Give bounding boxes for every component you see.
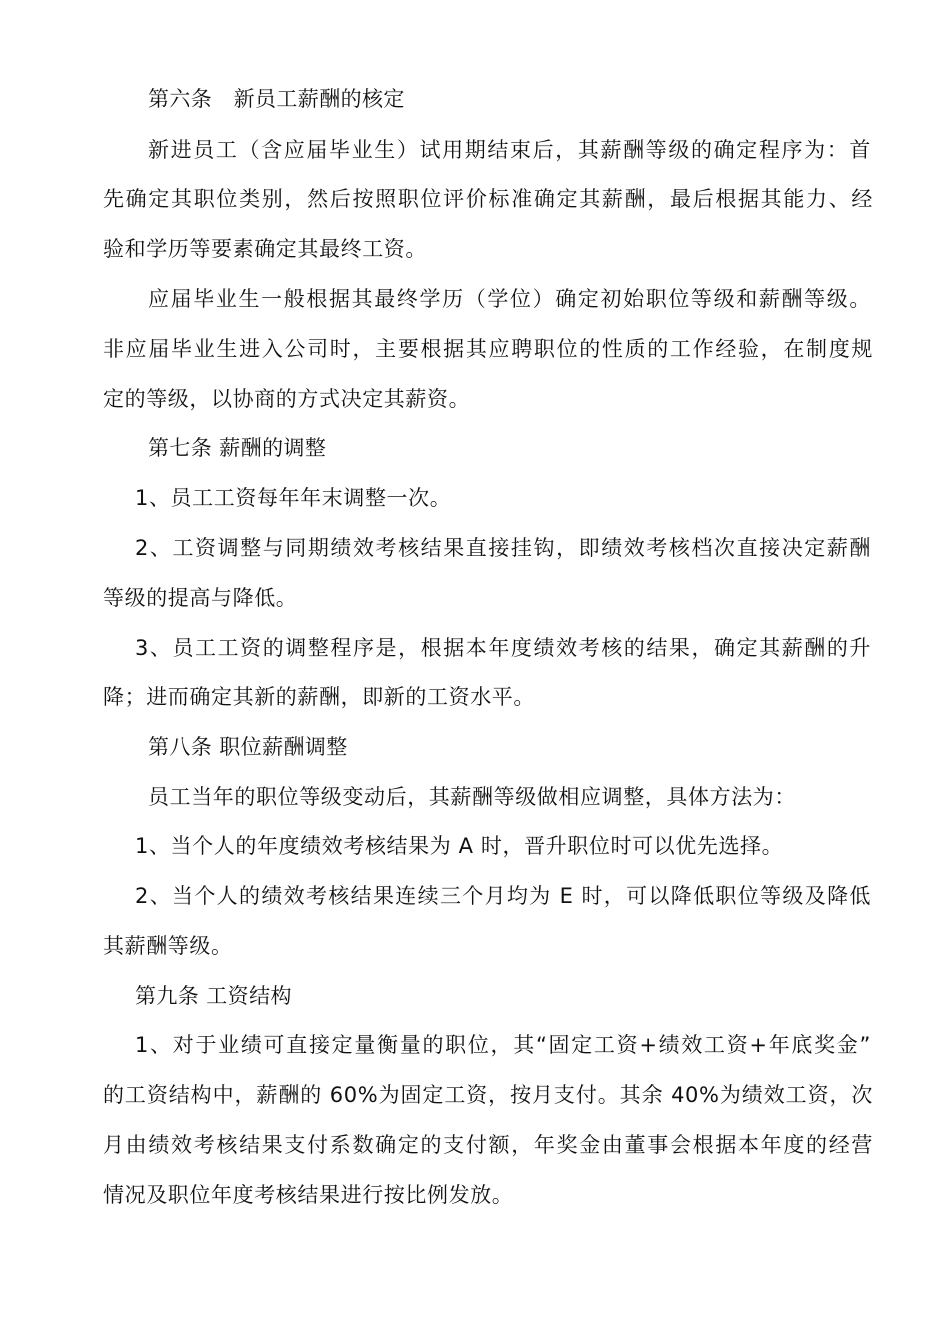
paragraph-line: 的工资结构中，薪酬的 60%为固定工资，按月支付。其余 40%为绩效工资，次 (103, 1083, 873, 1107)
paragraph-line: 情况及职位年度考核结果进行按比例发放。 (103, 1183, 514, 1207)
list-item: 2、当个人的绩效考核结果连续三个月均为 E 时，可以降低职位等级及降低 (135, 884, 871, 908)
paragraph-line: 月由绩效考核结果支付系数确定的支付额，年奖金由董事会根据本年度的经营 (103, 1133, 873, 1157)
article-9-heading: 第九条 工资结构 (135, 984, 292, 1008)
paragraph-line: 员工当年的职位等级变动后，其薪酬等级做相应调整，具体方法为： (148, 785, 796, 809)
paragraph-line: 定的等级，以协商的方式决定其薪资。 (103, 387, 471, 411)
list-item: 1、员工工资每年年末调整一次。 (135, 486, 452, 510)
paragraph-line: 新进员工（含应届毕业生）试用期结束后，其薪酬等级的确定程序为：首 (148, 138, 871, 162)
article-6-heading: 第六条 新员工薪酬的核定 (148, 87, 405, 111)
list-item: 2、工资调整与同期绩效考核结果直接挂钩，即绩效考核档次直接决定薪酬 (135, 536, 871, 560)
paragraph-line: 其薪酬等级。 (103, 934, 233, 958)
list-item: 3、员工工资的调整程序是，根据本年度绩效考核的结果，确定其薪酬的升 (135, 636, 871, 660)
paragraph-line: 验和学历等要素确定其最终工资。 (103, 237, 427, 261)
paragraph-line: 应届毕业生一般根据其最终学历（学位）确定初始职位等级和薪酬等级。 (148, 287, 871, 311)
list-item: 1、当个人的年度绩效考核结果为 A 时，晋升职位时可以优先选择。 (135, 834, 784, 858)
article-8-heading: 第八条 职位薪酬调整 (148, 735, 348, 759)
paragraph-line: 先确定其职位类别，然后按照职位评价标准确定其薪酬，最后根据其能力、经 (103, 187, 873, 211)
paragraph-line: 非应届毕业生进入公司时，主要根据其应聘职位的性质的工作经验，在制度规 (103, 337, 873, 361)
paragraph-line: 等级的提高与降低。 (103, 586, 298, 610)
list-item: 1、对于业绩可直接定量衡量的职位，其“固定工资+绩效工资+年底奖金” (135, 1033, 871, 1057)
paragraph-line: 降；进而确定其新的薪酬，即新的工资水平。 (103, 685, 535, 709)
article-7-heading: 第七条 薪酬的调整 (148, 436, 327, 460)
